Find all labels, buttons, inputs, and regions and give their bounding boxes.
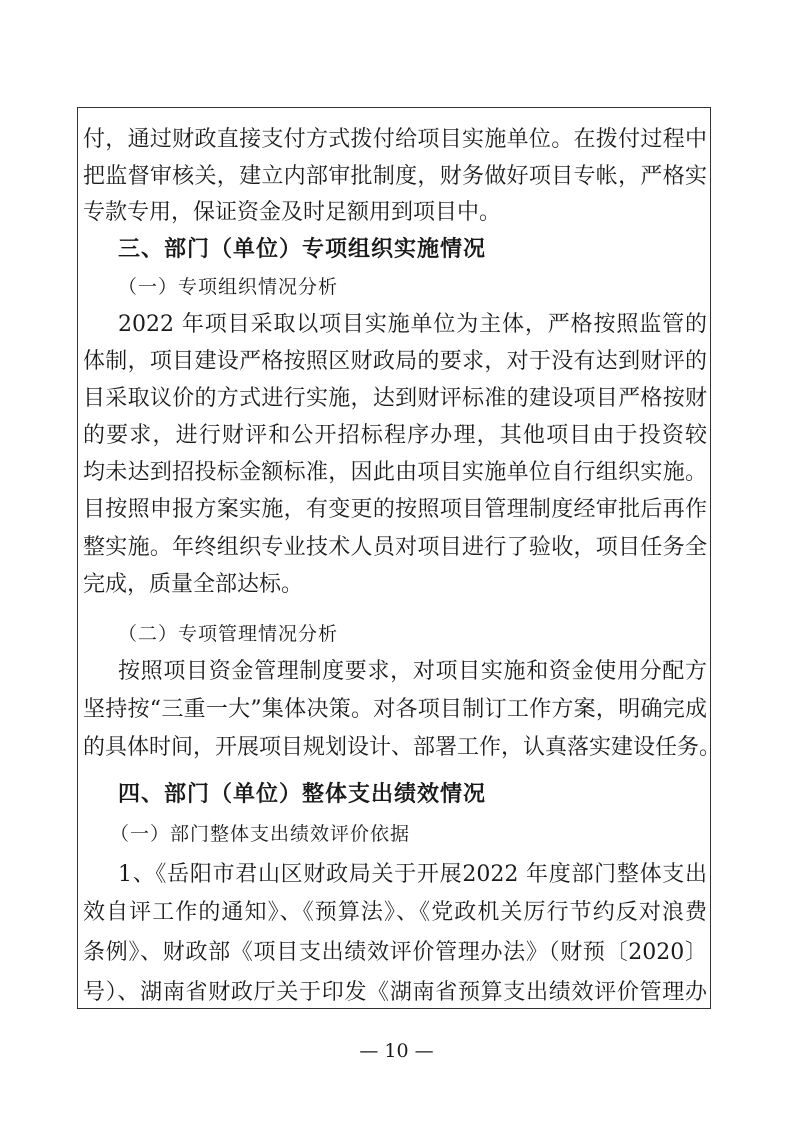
paragraph-line: 完成，质量全部达标。 bbox=[83, 572, 304, 597]
paragraph-line: 按照项目资金管理制度要求，对项目实施和资金使用分配方 bbox=[118, 659, 707, 684]
paragraph-line: 1、《岳阳市君山区财政局关于开展2022 年度部门整体支出 bbox=[118, 862, 707, 887]
page-number: — 10 — bbox=[359, 1040, 434, 1062]
paragraph-line: 的要求，进行财评和公开招标程序办理，其他项目由于投资较 bbox=[83, 423, 707, 448]
paragraph-line: 2022 年项目采取以项目实施单位为主体，严格按照监管的 bbox=[118, 312, 707, 337]
section-heading-4: 四、部门（单位）整体支出绩效情况 bbox=[118, 782, 487, 807]
paragraph-line: 整实施。年终组织专业技术人员对项目进行了验收，项目任务全 bbox=[83, 535, 707, 560]
paragraph-line: 把监督审核关，建立内部审批制度，财务做好项目专帐，严格实 bbox=[83, 164, 707, 189]
paragraph-line: 条例》、财政部《项目支出绩效评价管理办法》（财预〔2020〕 bbox=[83, 940, 707, 965]
paragraph-line: 付，通过财政直接支付方式拨付给项目实施单位。在拨付过程中 bbox=[83, 127, 707, 152]
paragraph-line: 坚持按“三重一大”集体决策。对各项目制订工作方案，明确完成 bbox=[83, 697, 707, 722]
paragraph-line: 号）、湖南省财政厅关于印发《湖南省预算支出绩效评价管理办 bbox=[83, 980, 707, 1005]
section-heading-3: 三、部门（单位）专项组织实施情况 bbox=[118, 237, 487, 262]
subsection-heading: （一）部门整体支出绩效评价依据 bbox=[110, 823, 411, 845]
paragraph-line: 专款专用，保证资金及时足额用到项目中。 bbox=[83, 200, 502, 225]
paragraph-line: 体制，项目建设严格按照区财政局的要求，对于没有达到财评的 bbox=[83, 349, 707, 374]
paragraph-line: 效自评工作的通知》、《预算法》、《党政机关厉行节约反对浪费 bbox=[83, 900, 707, 925]
paragraph-line: 均未达到招投标金额标准，因此由项目实施单位自行组织实施。 bbox=[83, 460, 707, 485]
subsection-heading: （二）专项管理情况分析 bbox=[118, 623, 339, 645]
paragraph-line: 目采取议价的方式进行实施，达到财评标准的建设项目严格按财 bbox=[83, 386, 707, 411]
subsection-heading: （一）专项组织情况分析 bbox=[118, 276, 339, 298]
paragraph-line: 目按照申报方案实施，有变更的按照项目管理制度经审批后再作 bbox=[83, 497, 707, 522]
paragraph-line: 的具体时间，开展项目规划设计、部署工作，认真落实建设任务。 bbox=[83, 735, 722, 760]
